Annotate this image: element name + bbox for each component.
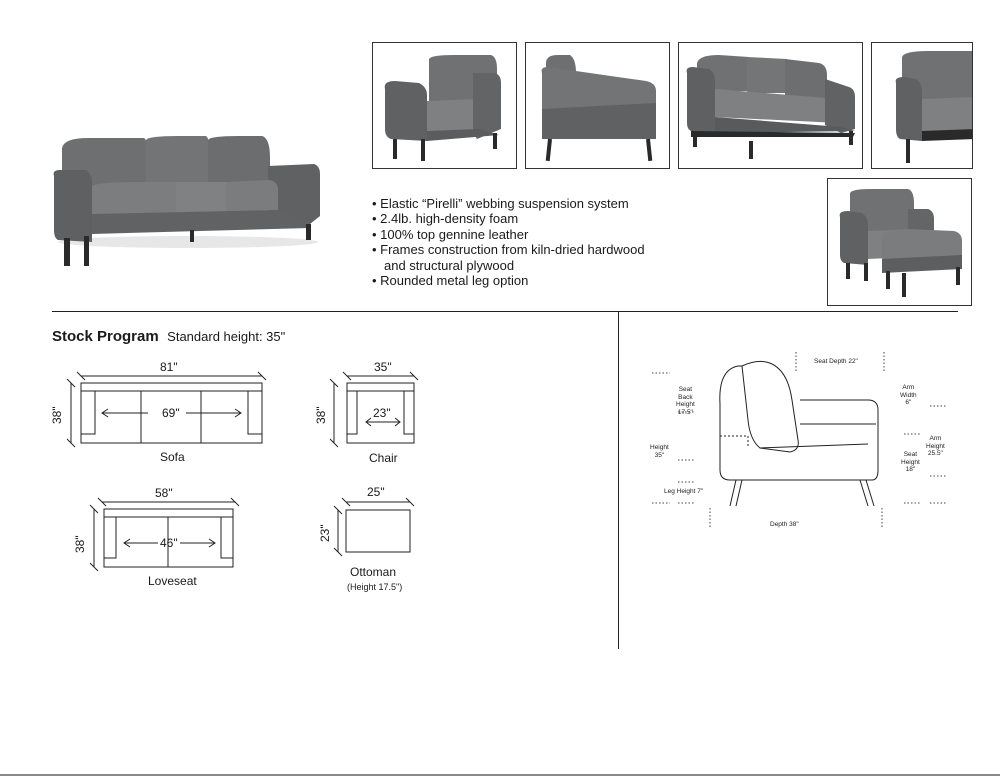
feature-item: • Elastic “Pirelli” webbing suspension system — [372, 196, 629, 211]
ottoman-height-note: (Height 17.5") — [347, 582, 403, 592]
height-label: Height 35" — [650, 444, 669, 459]
ottoman-name: Ottoman — [350, 565, 397, 579]
standard-height-note: Standard height: 35" — [167, 329, 286, 344]
sofa-depth-label: 38" — [50, 406, 64, 424]
depth-label: Depth 38" — [770, 521, 799, 528]
seat-back-height-label: Seat Back Height 17.5" — [676, 386, 695, 416]
feature-item: • 2.4lb. high-density foam — [372, 211, 519, 227]
loveseat-seat-label: 46" — [160, 536, 178, 550]
sofa-width-label: 81" — [160, 360, 178, 374]
chair-name: Chair — [369, 451, 398, 465]
ottoman-depth-label: 23" — [318, 524, 332, 542]
stock-program-title: Stock Program — [52, 328, 159, 345]
arm-width-label: Arm Width 6" — [900, 384, 917, 406]
chair-depth-label: 38" — [314, 406, 328, 424]
side-profile-outline — [720, 361, 878, 506]
leg-height-label: Leg Height 7" — [664, 488, 704, 495]
feature-item: and structural plywood — [384, 257, 515, 273]
sofa-name: Sofa — [160, 450, 185, 464]
chair-seat-label: 23" — [373, 406, 391, 420]
arm-height-label: Arm Height 25.5" — [926, 435, 945, 457]
side-profile-guides — [652, 352, 946, 528]
feature-item: • 100% top gennine leather — [372, 226, 529, 242]
feature-item: • Rounded metal leg option — [372, 273, 529, 289]
chair-width-label: 35" — [374, 360, 392, 374]
loveseat-depth-label: 38" — [73, 535, 87, 553]
loveseat-name: Loveseat — [148, 574, 197, 588]
loveseat-width-label: 58" — [155, 486, 173, 500]
ottoman-width-label: 25" — [367, 485, 385, 499]
loveseat-outline — [90, 498, 239, 571]
seat-height-label: Seat Height 18" — [901, 451, 920, 473]
sofa-seat-label: 69" — [162, 406, 180, 420]
ottoman-outline — [334, 498, 414, 556]
seat-depth-label: Seat Depth 22" — [814, 358, 858, 365]
feature-item: • Frames construction from kiln-dried hardwood — [372, 242, 645, 258]
